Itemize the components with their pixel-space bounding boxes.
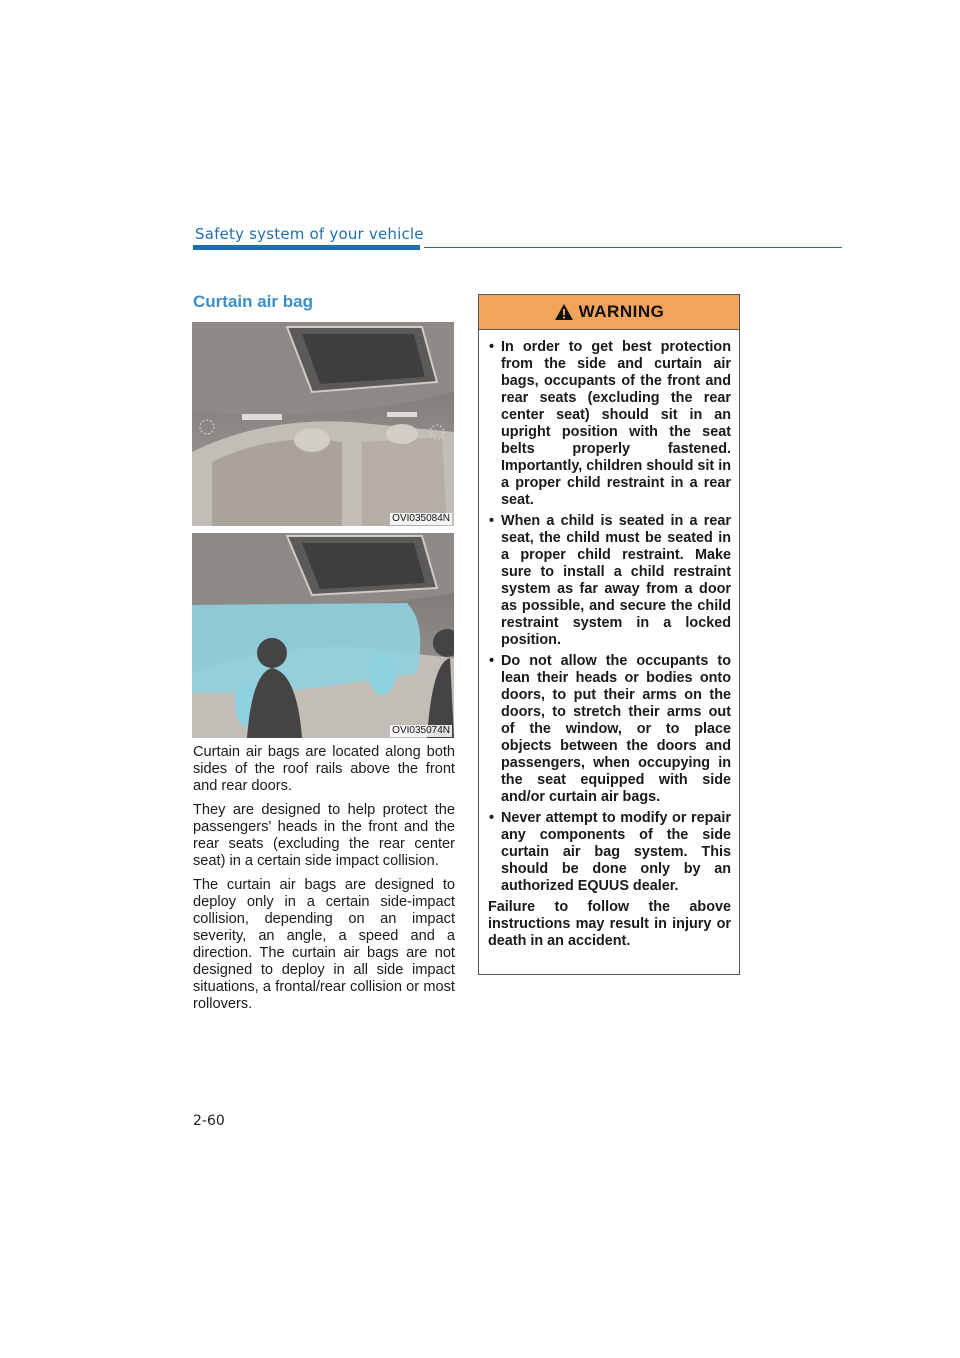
bullet: • <box>489 339 495 355</box>
warning-item-text: When a child is seated in a rear seat, the child must be seated in a proper child restraint. Make sure to install a child restraint system as far away from a door as possible, and secure the child restraint system in a locked position. <box>501 513 731 648</box>
warning-item-text: Do not allow the occupants to lean their heads or bodies onto doors, to put their arms on the doors, to stretch their arms out of the window, or to place objects between the doors and passengers, when occupying in the seat equipped with side and/or curtain air bags. <box>501 653 731 805</box>
figure-curtain-airbag-deployed <box>192 533 454 738</box>
bullet: • <box>489 653 495 669</box>
warning-item <box>488 339 731 509</box>
warning-header <box>479 295 739 330</box>
figure-curtain-airbag-stowed <box>192 322 454 526</box>
warning-box <box>478 294 740 975</box>
body-paragraph: Curtain air bags are located along both sides of the roof rails above the front and rear doors. <box>193 744 455 794</box>
page-number: 2-60 <box>193 1113 225 1129</box>
warning-footer: Failure to follow the above instructions may result in injury or death in an accident. <box>488 899 731 949</box>
warning-item <box>488 653 731 806</box>
deployed-illustration <box>192 533 454 738</box>
warning-triangle-icon <box>554 303 574 321</box>
figure-code: OVI035074N <box>392 725 450 736</box>
body-paragraph: They are designed to help protect the passengers' heads in the front and the rear seats (excluding the rear center seat) in a certain side impact collision. <box>193 802 455 869</box>
bullet: • <box>489 513 495 529</box>
body-paragraph: The curtain air bags are designed to deploy only in a certain side-impact collision, depending on an impact severity, an angle, a speed and a direction. The curtain air bags are not designed to deploy in all side impact situations, a frontal/rear collision or most rollovers. <box>193 877 455 1012</box>
warning-label: WARNING <box>578 302 665 321</box>
figure-code: OVI035084N <box>392 513 450 524</box>
header-rule-thin <box>424 247 842 248</box>
header-title: Safety system of your vehicle <box>195 225 424 243</box>
warning-item-text: In order to get best protection from the side and curtain air bags, occupants of the front and rear seats (excluding the rear center seat) should sit in an upright position with the seat belts properly fastened. Importantly, children should sit in a proper child restraint in a rear seat. <box>501 339 731 508</box>
warning-item <box>488 513 731 649</box>
bullet: • <box>489 810 495 826</box>
body-text <box>193 744 455 1020</box>
warning-item <box>488 810 731 895</box>
warning-body <box>479 330 739 950</box>
interior-illustration <box>192 322 454 526</box>
section-title: Curtain air bag <box>193 292 313 311</box>
header-rule-thick <box>193 245 420 250</box>
warning-item-text: Never attempt to modify or repair any components of the side curtain air bag system. This should be done only by an authorized EQUUS dealer. <box>501 810 731 894</box>
